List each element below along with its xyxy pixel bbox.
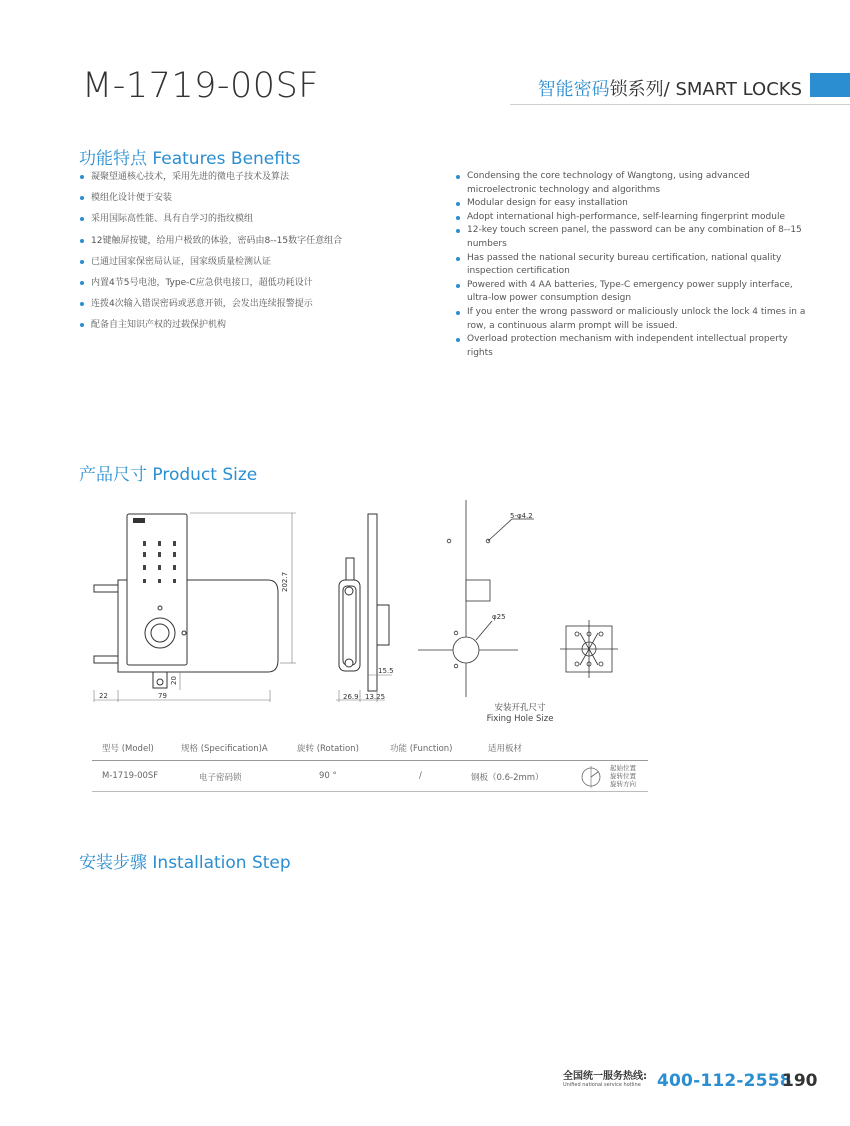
cell-model: M-1719-00SF (102, 771, 159, 781)
dim-hole-small: 5-φ4.2 (510, 512, 533, 520)
keypad-logo-icon (133, 518, 145, 523)
col-material: 适用板材 (488, 744, 523, 754)
series-cn-blue: 智能密码 (537, 79, 610, 100)
hotline-label (563, 1071, 647, 1089)
series-en: SMART LOCKS (675, 79, 802, 100)
dim-depth-b: 26.9 (343, 693, 359, 701)
bolt-top (94, 585, 118, 592)
col-rotation: 旋转 (Rotation) (297, 744, 359, 754)
features-heading (79, 144, 301, 169)
knob-inner (151, 624, 169, 642)
fixing-large-hole (453, 637, 479, 663)
features-list-en (455, 170, 810, 360)
dim-left-offset: 22 (99, 692, 108, 700)
legend-start: 起始位置 (610, 764, 636, 772)
cell-rotation: 90 ° (319, 771, 337, 781)
fixing-hole-caption (470, 703, 570, 725)
side-screw-top (345, 587, 353, 595)
legend-rotate: 旋转位置 (610, 772, 636, 780)
feature-en-item: If you enter the wrong password or maliciously unlock the lock 4 times in a row, a continuous alarm prompt will be issued. (455, 306, 810, 333)
spec-table-header (92, 736, 648, 761)
features-list-cn (79, 170, 419, 340)
feature-cn-item: 已通过国家保密局认证，国家级质量检测认证 (79, 255, 419, 276)
page-number: 190 (782, 1071, 818, 1091)
dim-height: 202.7 (281, 571, 289, 592)
leader-large-hole (476, 621, 492, 640)
feature-en-item: Condensing the core technology of Wangtong, using advanced microelectronic technology and algorithms (455, 170, 810, 197)
feature-en-item: Overload protection mechanism with independent intellectual property rights (455, 333, 810, 360)
cell-specification: 电子密码锁 (199, 773, 242, 783)
fixing-small-hole (454, 664, 458, 668)
feature-cn-item: 采用国际高性能、具有自学习的指纹模组 (79, 212, 419, 233)
product-size-title-en: Product Size (152, 465, 258, 485)
series-cn-rest: 锁系列/ (609, 79, 670, 100)
fixing-small-hole (454, 631, 458, 635)
feature-en-item: Modular design for easy installation (455, 197, 810, 211)
installation-title-en: Installation Step (152, 853, 291, 873)
header-divider (510, 104, 850, 105)
front-view (94, 514, 278, 688)
feature-cn-item: 连拨4次输入错误密码或恶意开锁，会发出连续报警提示 (79, 297, 419, 318)
col-model: 型号 (Model) (102, 744, 154, 754)
side-rear-box (377, 605, 389, 645)
side-plate (368, 514, 377, 691)
feature-cn-item: 配备自主知识产权的过载保护机构 (79, 318, 419, 339)
fixing-small-hole (447, 539, 451, 543)
feature-cn-item: 凝聚望通核心技术，采用先进的微电子技术及算法 (79, 170, 419, 191)
side-keypad-edge (346, 558, 354, 580)
rotation-legend (610, 764, 636, 788)
header-accent-tab (810, 73, 850, 97)
feature-cn-item: 12键触屏按键，给用户极致的体验，密码由8--15数字任意组合 (79, 234, 419, 255)
rotation-diagram (560, 620, 618, 678)
features-title-cn: 功能特点 (79, 149, 147, 169)
dim-width: 79 (158, 692, 167, 700)
bolt-bottom (94, 656, 118, 663)
bottom-tab (153, 672, 167, 688)
hotline-number: 400-112-2558 (657, 1071, 792, 1091)
fixing-label-cn: 安装开孔尺寸 (494, 703, 546, 713)
cell-function: / (419, 771, 422, 781)
side-view (339, 514, 389, 691)
hotline-en: Unified national service hotline (563, 1082, 641, 1088)
legend-direction: 旋转方向 (610, 780, 636, 788)
series-title (538, 75, 802, 101)
dim-small: 20 (170, 676, 178, 685)
rotation-icon (578, 763, 604, 789)
installation-title-cn: 安装步骤 (79, 853, 147, 873)
leader-small-hole (488, 519, 512, 541)
fixing-label-en: Fixing Hole Size (486, 714, 554, 724)
feature-cn-item: 模组化设计便于安装 (79, 191, 419, 212)
product-size-heading (79, 460, 257, 485)
feature-en-item: Has passed the national security bureau certification, national quality inspection certification (455, 252, 810, 279)
table-row (92, 761, 648, 792)
side-screw-bottom (345, 659, 353, 667)
dim-depth-c: 13.25 (365, 693, 386, 701)
hotline-cn: 全国统一服务热线: (563, 1071, 647, 1082)
feature-en-item: Powered with 4 AA batteries, Type-C emergency power supply interface, ultra-low power consumption design (455, 279, 810, 306)
cell-material: 钢板（0.6-2mm） (471, 773, 544, 783)
col-specification: 规格 (Specification)A (181, 744, 268, 754)
product-size-title-cn: 产品尺寸 (79, 465, 147, 485)
model-title: M-1719-00SF (82, 66, 319, 106)
dim-depth-a: 15.5 (378, 667, 394, 675)
fixing-rect-cutout (466, 580, 490, 601)
dim-hole-large: φ25 (492, 613, 506, 621)
spec-table (92, 736, 648, 792)
feature-en-item: Adopt international high-performance, self-learning fingerprint module (455, 211, 810, 225)
technical-drawing (0, 490, 850, 715)
fixing-hole-view (418, 500, 534, 697)
features-title-en: Features Benefits (152, 149, 301, 169)
feature-cn-item: 内置4节5号电池，Type-C应急供电接口，超低功耗设计 (79, 276, 419, 297)
installation-heading (79, 848, 291, 873)
side-body-inner (343, 586, 356, 665)
feature-en-item: 12-key touch screen panel, the password can be any combination of 8--15 numbers (455, 224, 810, 251)
col-function: 功能 (Function) (390, 744, 453, 754)
